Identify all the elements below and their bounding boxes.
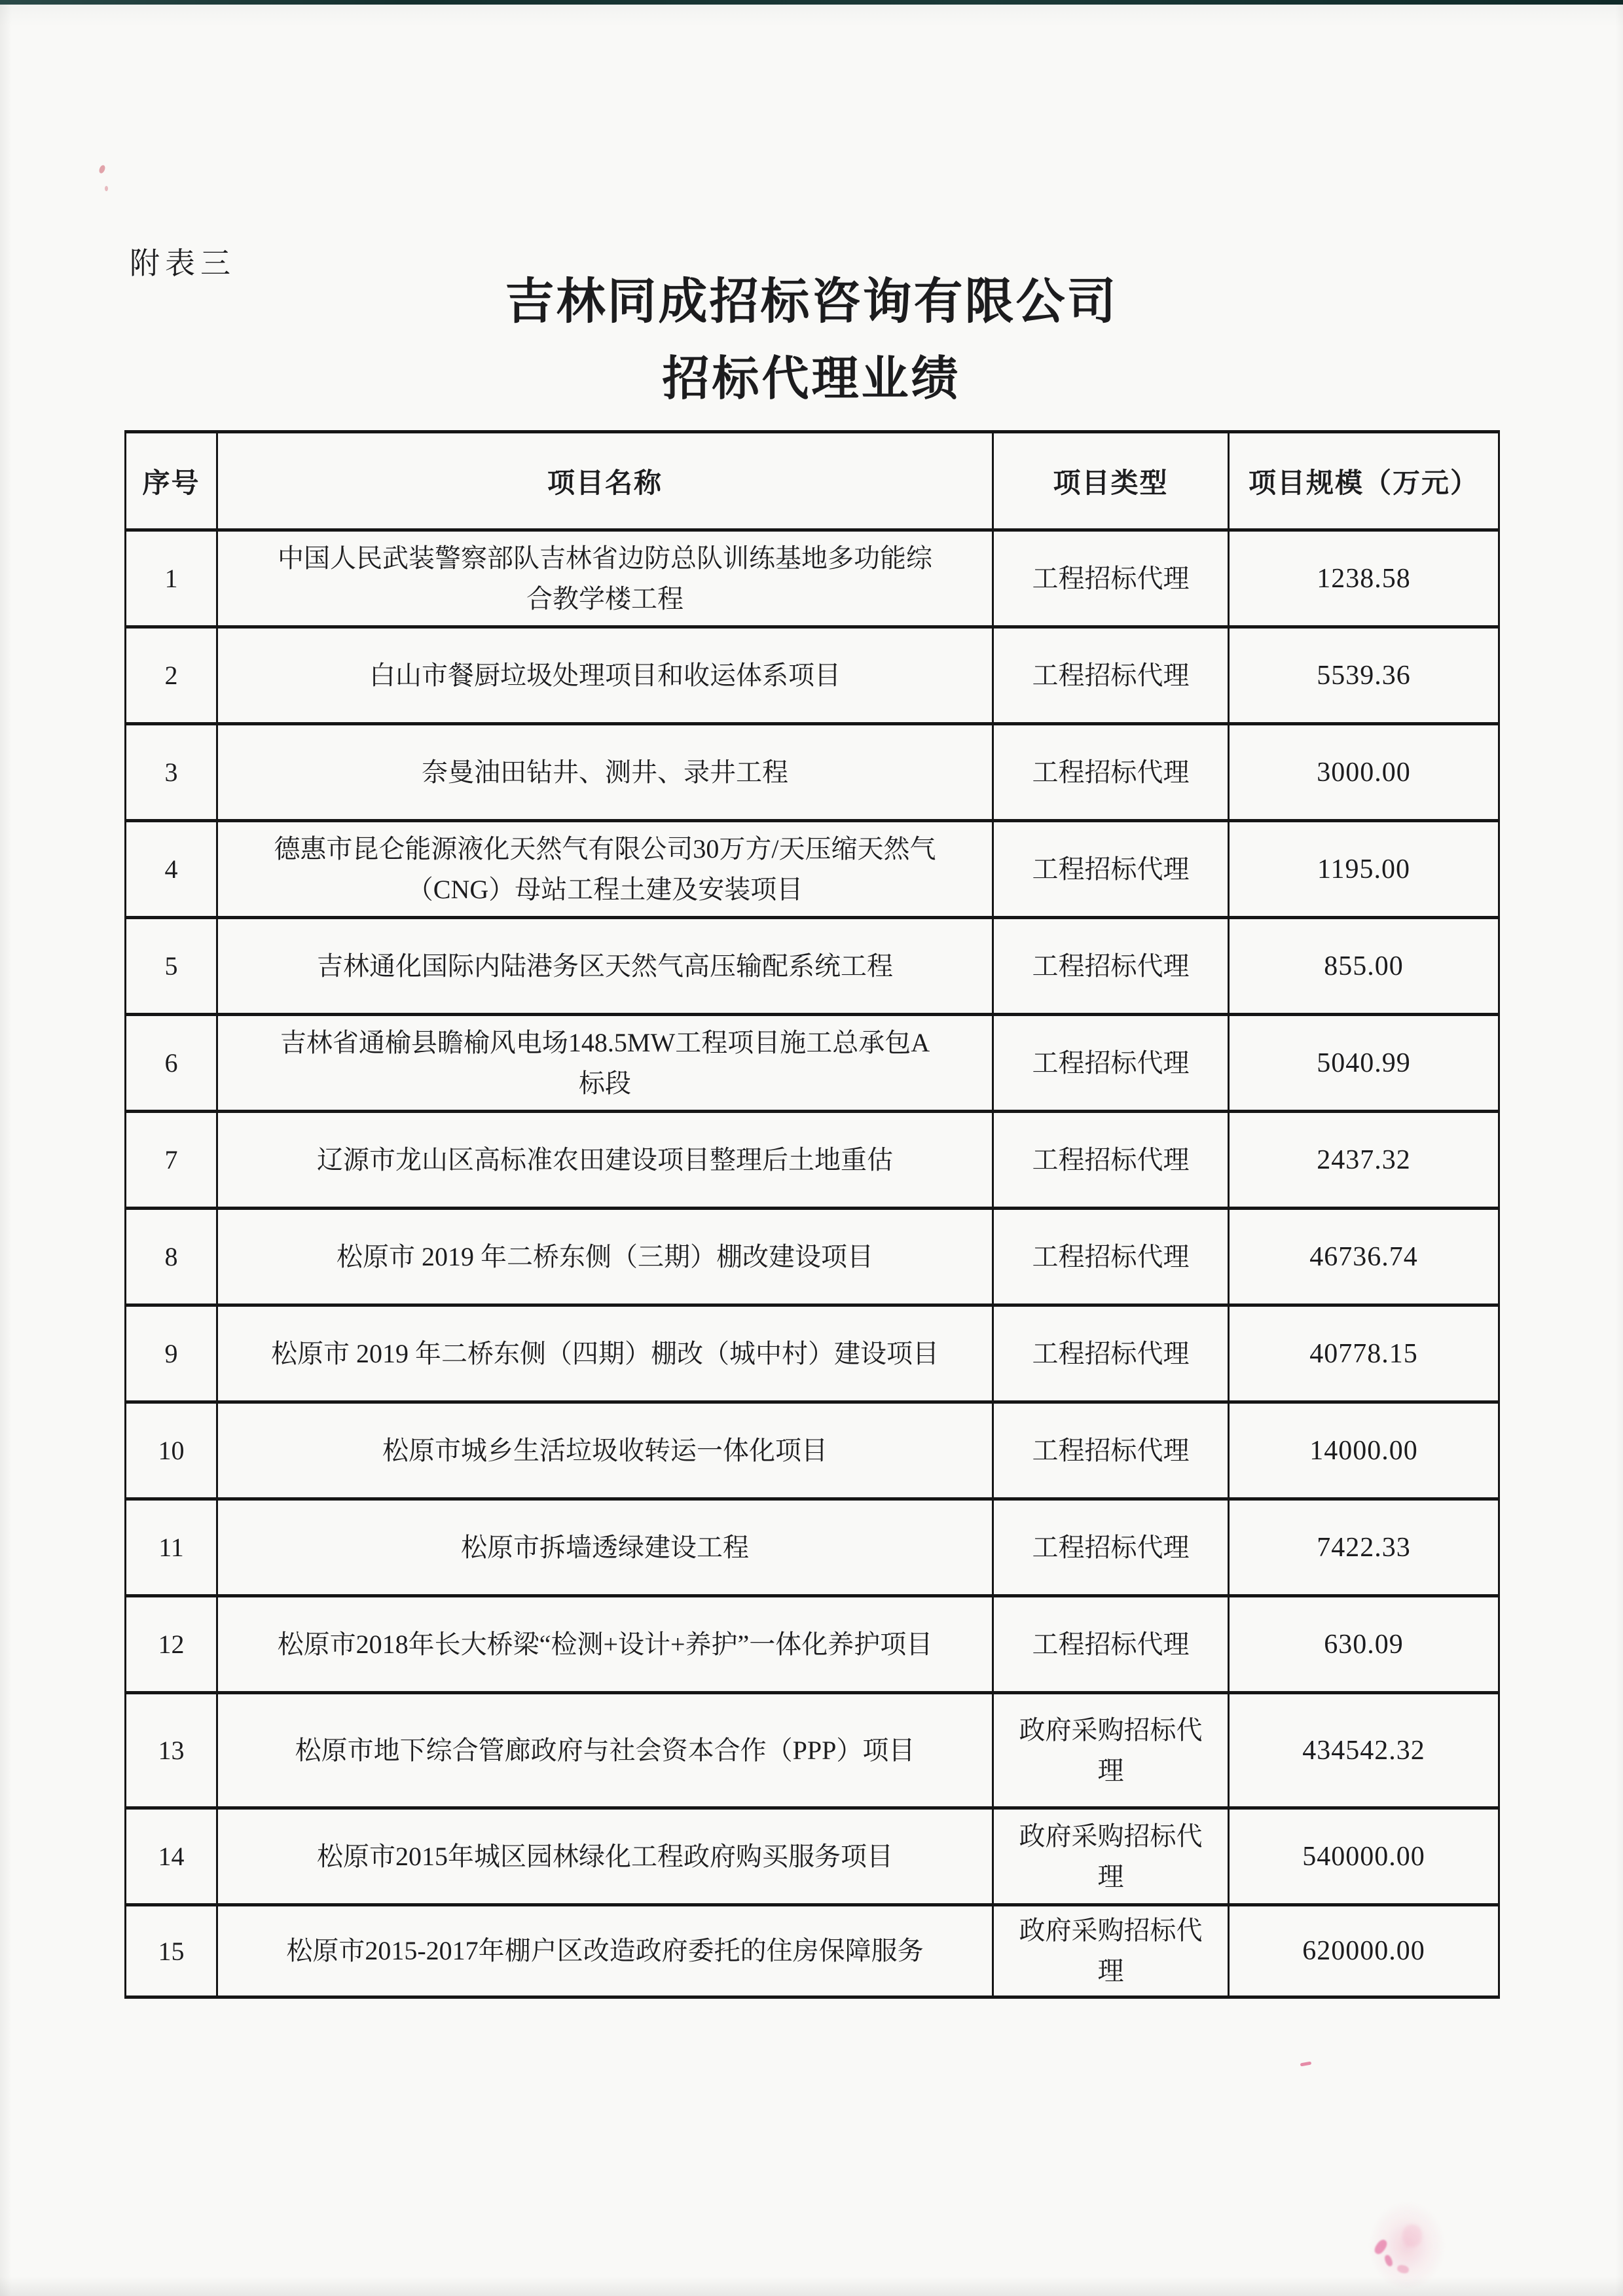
- project-type-cell: 工程招标代理: [993, 724, 1229, 821]
- company-name-title: 吉林同成招标咨询有限公司: [505, 275, 1118, 329]
- table-body: [126, 530, 1499, 1997]
- table-row: [126, 1112, 1499, 1209]
- project-type-cell: 工程招标代理: [993, 1596, 1229, 1693]
- table-row: [126, 1808, 1499, 1905]
- document-title: [0, 275, 1623, 405]
- col-header-project-type: 项目类型: [993, 432, 1229, 530]
- project-scale-cell: 46736.74: [1229, 1209, 1499, 1305]
- project-type-cell: 工程招标代理: [993, 918, 1229, 1015]
- red-ink-speck: [1300, 2062, 1312, 2067]
- table-row: [126, 821, 1499, 918]
- project-name-cell: 辽源市龙山区高标准农田建设项目整理后土地重估: [217, 1112, 993, 1209]
- row-index-cell: 7: [126, 1112, 217, 1209]
- col-header-index: 序号: [126, 432, 217, 530]
- project-scale-cell: 14000.00: [1229, 1402, 1499, 1499]
- table-row: [126, 1499, 1499, 1596]
- project-type-cell: 工程招标代理: [993, 1402, 1229, 1499]
- project-type-cell: 政府采购招标代理: [993, 1808, 1229, 1905]
- table-row: [126, 530, 1499, 627]
- row-index-cell: 9: [126, 1305, 217, 1402]
- project-scale-cell: 1238.58: [1229, 530, 1499, 627]
- project-scale-cell: 5040.99: [1229, 1015, 1499, 1112]
- table-row: [126, 1905, 1499, 1997]
- row-index-cell: 12: [126, 1596, 217, 1693]
- project-scale-cell: 7422.33: [1229, 1499, 1499, 1596]
- header-row: [126, 432, 1499, 530]
- row-index-cell: 5: [126, 918, 217, 1015]
- appendix-label: 附表三: [130, 247, 236, 280]
- project-type-cell: 工程招标代理: [993, 1209, 1229, 1305]
- project-name-cell: 德惠市昆仑能源液化天然气有限公司30万方/天压缩天然气（CNG）母站工程土建及安装项目: [217, 821, 993, 918]
- project-type-cell: 政府采购招标代理: [993, 1905, 1229, 1997]
- row-index-cell: 6: [126, 1015, 217, 1112]
- row-index-cell: 3: [126, 724, 217, 821]
- project-name-cell: 吉林通化国际内陆港务区天然气高压输配系统工程: [217, 918, 993, 1015]
- project-scale-cell: 5539.36: [1229, 627, 1499, 724]
- red-stamp-smudge: [1368, 2201, 1446, 2290]
- table-row: [126, 1693, 1499, 1808]
- table-row: [126, 1596, 1499, 1693]
- col-header-project-name: 项目名称: [217, 432, 993, 530]
- table-row: [126, 627, 1499, 724]
- table-row: [126, 1209, 1499, 1305]
- red-ink-speck: [98, 164, 106, 174]
- table-row: [126, 1015, 1499, 1112]
- row-index-cell: 13: [126, 1693, 217, 1808]
- project-scale-cell: 40778.15: [1229, 1305, 1499, 1402]
- stamp-fleck: [1396, 2264, 1410, 2274]
- scan-edge-artifact: [0, 0, 1623, 5]
- row-index-cell: 14: [126, 1808, 217, 1905]
- project-scale-cell: 1195.00: [1229, 821, 1499, 918]
- project-name-cell: 松原市 2019 年二桥东侧（三期）棚改建设项目: [217, 1209, 993, 1305]
- project-type-cell: 工程招标代理: [993, 1112, 1229, 1209]
- row-index-cell: 8: [126, 1209, 217, 1305]
- row-index-cell: 10: [126, 1402, 217, 1499]
- project-scale-cell: 855.00: [1229, 918, 1499, 1015]
- row-index-cell: 2: [126, 627, 217, 724]
- project-type-cell: 工程招标代理: [993, 1015, 1229, 1112]
- stamp-fleck: [1402, 2225, 1422, 2247]
- project-name-cell: 松原市2018年长大桥梁“检测+设计+养护”一体化养护项目: [217, 1596, 993, 1693]
- col-header-project-scale: 项目规模（万元）: [1229, 432, 1499, 530]
- project-name-cell: 松原市地下综合管廊政府与社会资本合作（PPP）项目: [217, 1693, 993, 1808]
- project-name-cell: 松原市城乡生活垃圾收转运一体化项目: [217, 1402, 993, 1499]
- project-type-cell: 工程招标代理: [993, 530, 1229, 627]
- table-row: [126, 724, 1499, 821]
- stamp-fleck: [1383, 2254, 1394, 2267]
- project-scale-cell: 630.09: [1229, 1596, 1499, 1693]
- project-name-cell: 中国人民武装警察部队吉林省边防总队训练基地多功能综合教学楼工程: [217, 530, 993, 627]
- performance-table: [124, 430, 1500, 1999]
- row-index-cell: 4: [126, 821, 217, 918]
- red-ink-speck: [105, 186, 108, 191]
- table-row: [126, 1402, 1499, 1499]
- project-scale-cell: 540000.00: [1229, 1808, 1499, 1905]
- project-name-cell: 白山市餐厨垃圾处理项目和收运体系项目: [217, 627, 993, 724]
- project-name-cell: 松原市2015-2017年棚户区改造政府委托的住房保障服务: [217, 1905, 993, 1997]
- project-name-cell: 松原市拆墙透绿建设工程: [217, 1499, 993, 1596]
- project-scale-cell: 2437.32: [1229, 1112, 1499, 1209]
- project-scale-cell: 434542.32: [1229, 1693, 1499, 1808]
- table-header: [126, 432, 1499, 530]
- project-type-cell: 工程招标代理: [993, 1305, 1229, 1402]
- document-subtitle: 招标代理业绩: [662, 353, 961, 405]
- project-type-cell: 工程招标代理: [993, 1499, 1229, 1596]
- project-name-cell: 奈曼油田钻井、测井、录井工程: [217, 724, 993, 821]
- row-index-cell: 1: [126, 530, 217, 627]
- row-index-cell: 11: [126, 1499, 217, 1596]
- stamp-fleck: [1372, 2238, 1389, 2256]
- project-type-cell: 工程招标代理: [993, 821, 1229, 918]
- project-type-cell: 工程招标代理: [993, 627, 1229, 724]
- table-row: [126, 918, 1499, 1015]
- project-type-cell: 政府采购招标代理: [993, 1693, 1229, 1808]
- row-index-cell: 15: [126, 1905, 217, 1997]
- project-scale-cell: 620000.00: [1229, 1905, 1499, 1997]
- project-name-cell: 松原市2015年城区园林绿化工程政府购买服务项目: [217, 1808, 993, 1905]
- project-name-cell: 吉林省通榆县瞻榆风电场148.5MW工程项目施工总承包A标段: [217, 1015, 993, 1112]
- project-scale-cell: 3000.00: [1229, 724, 1499, 821]
- table-row: [126, 1305, 1499, 1402]
- project-name-cell: 松原市 2019 年二桥东侧（四期）棚改（城中村）建设项目: [217, 1305, 993, 1402]
